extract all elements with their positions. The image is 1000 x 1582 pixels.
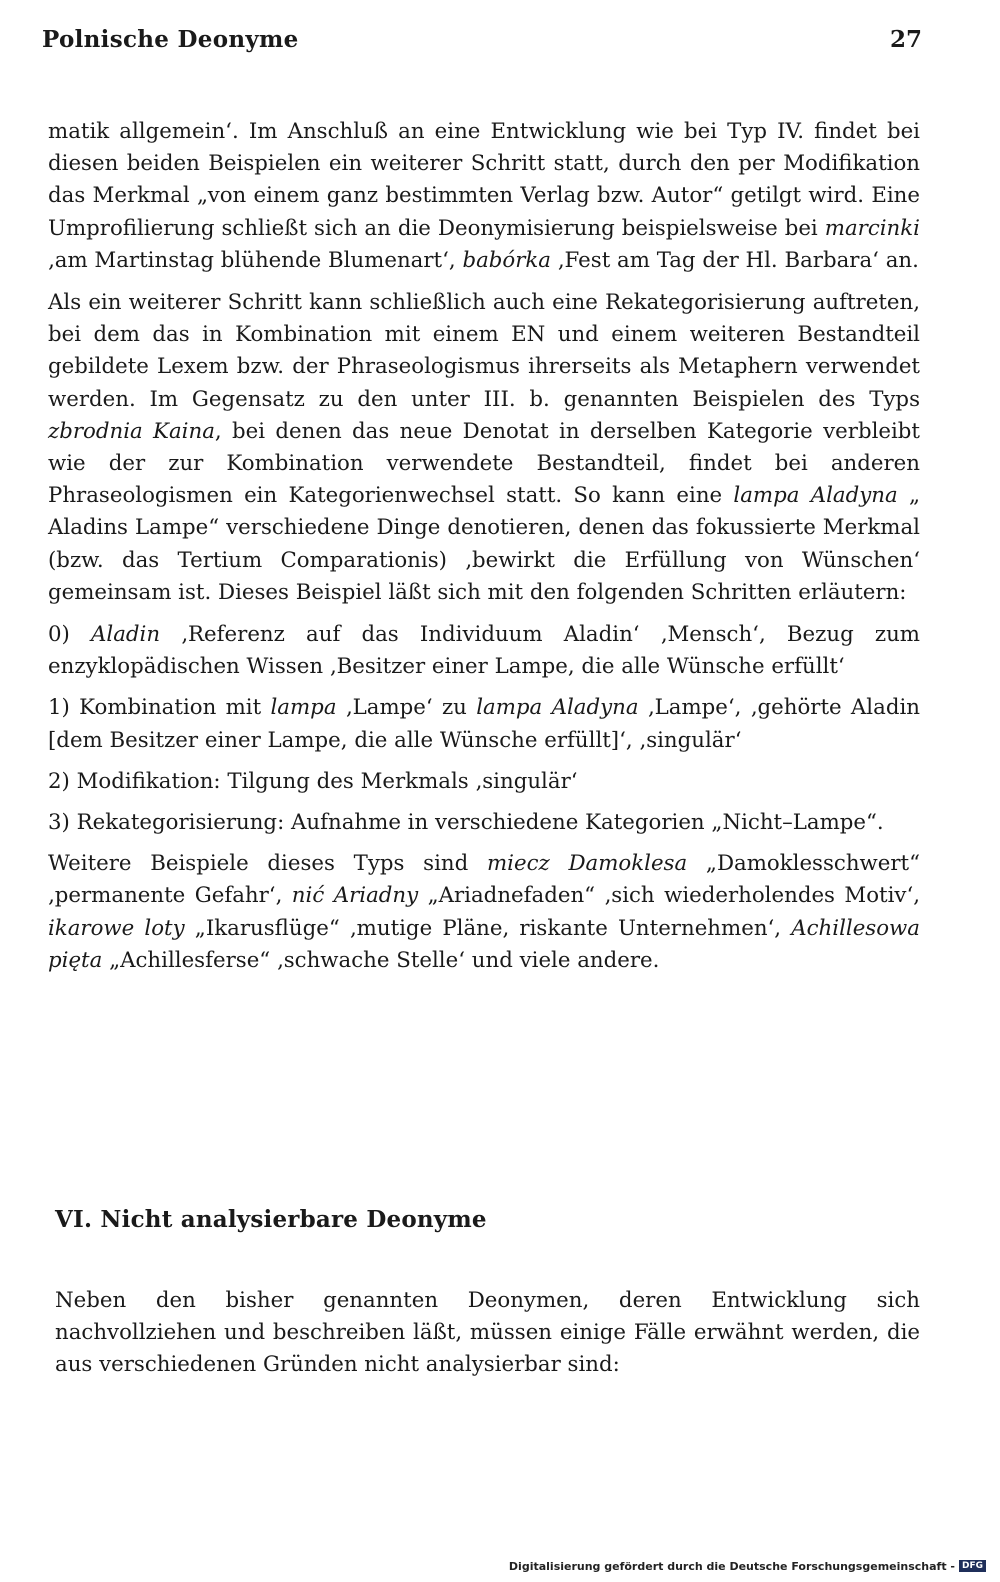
text-segment: Als ein weiterer Schritt kann schließlich auch eine Rekategorisierung auftreten, bei dem das in Kombination mit einem EN und einem weiteren Bestandteil gebildete Lexem bzw. der Phraseologismus ihrerseits als Metaphern verwendet werden. Im Gegensatz zu den unter III. b. genannten Beispielen des Typs xyxy=(48,290,920,412)
text-segment: 1) Kombination mit xyxy=(48,695,271,721)
italic-term: lampa xyxy=(270,695,337,721)
digitization-footer xyxy=(509,1558,986,1574)
footer-text: Digitalisierung gefördert durch die Deutsche Forschungsgemeinschaft - xyxy=(508,1559,955,1573)
text-segment: „ Aladins Lampe“ verschiedene Dinge denotieren, denen das fokussierte Merkmal (bzw. das Tertium Comparationis) ‚bewirkt die Erfüllung von Wünschen‘ gemeinsam ist. Dieses Beispiel läßt sich mit den folgenden Schritten erläutern: xyxy=(48,483,920,605)
italic-term: babórka xyxy=(462,247,552,273)
running-head xyxy=(42,26,922,62)
paragraph xyxy=(48,848,920,977)
text-segment: 2) Modifikation: Tilgung des Merkmals ‚singulär‘ xyxy=(48,768,578,794)
section-heading: VI. Nicht analysierbare Deonyme xyxy=(55,1206,487,1233)
italic-term: Achillesowa pięta xyxy=(48,915,920,973)
analysis-step xyxy=(48,766,920,798)
text-segment: 3) Rekategorisierung: Aufnahme in verschiedene Kategorien „Nicht–Lampe“. xyxy=(48,810,884,836)
analysis-step xyxy=(48,692,920,756)
italic-term: zbrodnia Kaina xyxy=(48,418,215,444)
text-segment: „Damoklesschwert“ ‚permanente Gefahr‘, xyxy=(48,851,921,909)
italic-term: Aladin xyxy=(91,622,161,648)
italic-term: marcinki xyxy=(824,215,920,241)
text-segment: „Ariadnefaden“ ‚sich wiederholendes Motiv‘, xyxy=(418,883,920,909)
section-paragraph-container xyxy=(55,1285,920,1382)
text-segment: , bei denen das neue Denotat in derselben Kategorie verbleibt wie der zur Kombination verwendete Bestandteil, findet bei anderen Phraseologismen ein Kategorienwechsel statt. So kann eine xyxy=(48,418,920,509)
italic-term: lampa Aladyna xyxy=(476,695,639,721)
italic-term: nić Ariadny xyxy=(291,883,419,909)
analysis-step xyxy=(48,807,920,839)
dfg-logo: DFG xyxy=(959,1560,986,1572)
body-text xyxy=(48,116,920,987)
text-segment: ‚Fest am Tag der Hl. Barbara‘ an. xyxy=(551,247,919,273)
text-segment: ‚Referenz auf das Individuum Aladin‘ ‚Mensch‘, Bezug zum enzyklopädischen Wissen ‚Besitzer einer Lampe, die alle Wünsche erfüllt‘ xyxy=(48,622,920,680)
text-segment: ‚Lampe‘ zu xyxy=(336,695,477,721)
paragraph xyxy=(48,116,920,277)
text-segment: „Ikarusflüge“ ‚mutige Pläne, riskante Unternehmen‘, xyxy=(184,915,792,941)
italic-term: lampa Aladyna xyxy=(733,483,898,509)
text-segment: Weitere Beispiele dieses Typs sind xyxy=(48,851,487,877)
paragraph xyxy=(48,287,920,609)
running-head-title: Polnische Deonyme xyxy=(42,26,299,53)
italic-term: ikarowe loty xyxy=(48,915,185,941)
text-segment: „Achillesferse“ ‚schwache Stelle‘ und viele andere. xyxy=(102,947,660,973)
italic-term: miecz Damoklesa xyxy=(486,851,688,877)
text-segment: 0) xyxy=(48,622,92,648)
analysis-step xyxy=(48,619,920,683)
text-segment: ‚Lampe‘, ‚gehörte Aladin [dem Besitzer einer Lampe, die alle Wünsche erfüllt]‘, ‚singulär‘ xyxy=(48,695,920,753)
page-number: 27 xyxy=(889,26,922,53)
text-segment: ‚am Martinstag blühende Blumenart‘, xyxy=(48,247,463,273)
section-paragraph: Neben den bisher genannten Deonymen, deren Entwicklung sich nachvollziehen und beschreiben läßt, müssen einige Fälle erwähnt werden, die aus verschiedenen Gründen nicht analysierbar sind: xyxy=(55,1288,920,1378)
text-segment: matik allgemein‘. Im Anschluß an eine Entwicklung wie bei Typ IV. findet bei diesen beiden Beispielen ein weiterer Schritt statt, durch den per Modifikation das Merkmal „von einem ganz bestimmten Verlag bzw. Autor“ getilgt wird. Eine Umprofilierung schließt sich an die Deonymisierung beispielsweise bei xyxy=(48,119,920,241)
